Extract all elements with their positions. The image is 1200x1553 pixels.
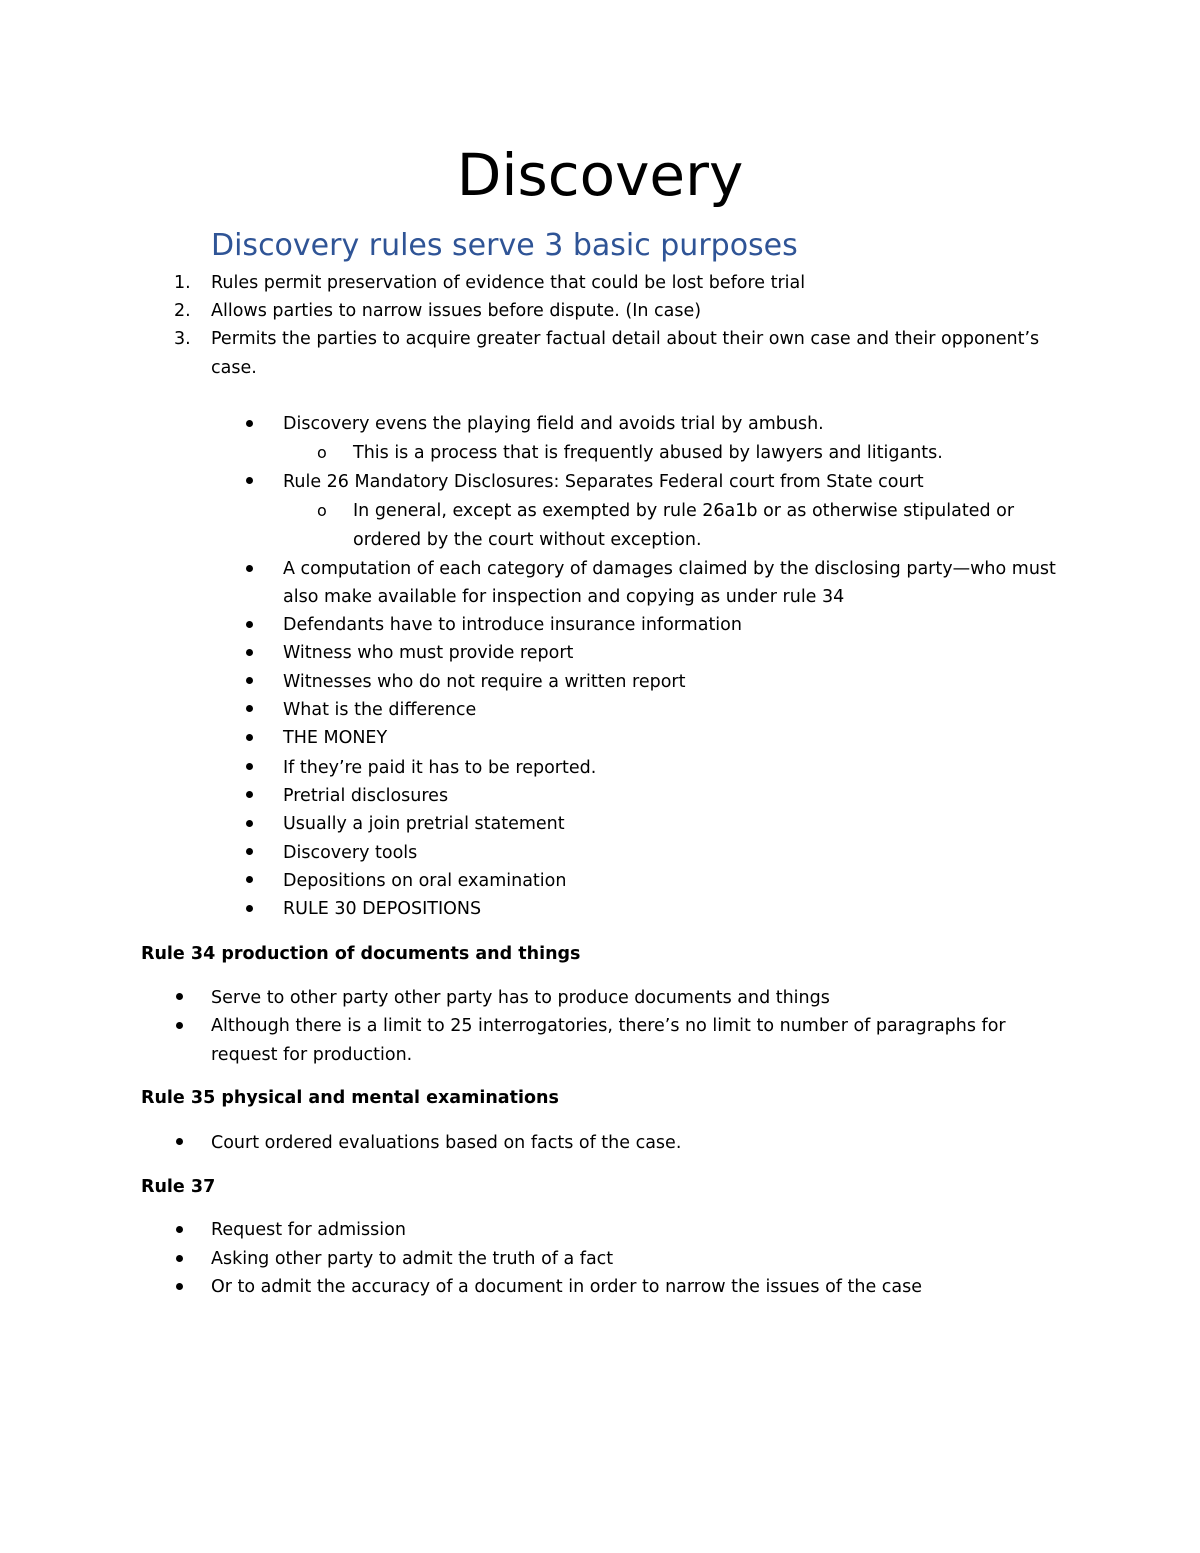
section-heading: Rule 37: [141, 1177, 216, 1197]
list-item: Witness who must provide report: [283, 643, 574, 663]
document-subtitle: Discovery rules serve 3 basic purposes: [211, 228, 798, 263]
list-item: Pretrial disclosures: [283, 786, 449, 806]
list-item: This is a process that is frequently abused by lawyers and litigants.: [353, 443, 943, 463]
bullet-icon: [246, 791, 253, 798]
list-item: If they’re paid it has to be reported.: [283, 758, 597, 778]
bullet-icon: [246, 734, 253, 741]
bullet-icon: [176, 1138, 183, 1145]
bullet-icon: [246, 565, 253, 572]
bullet-icon: [246, 820, 253, 827]
list-item: What is the difference: [283, 700, 477, 720]
list-item-continuation: case.: [211, 358, 257, 378]
circle-bullet-icon: o: [317, 443, 327, 462]
list-item: A computation of each category of damages claimed by the disclosing party—who must: [283, 559, 1056, 579]
list-item: Although there is a limit to 25 interrogatories, there’s no limit to number of paragraphs for: [211, 1016, 1006, 1036]
bullet-icon: [246, 621, 253, 628]
list-item-continuation: ordered by the court without exception.: [353, 530, 702, 550]
bullet-icon: [246, 763, 253, 770]
list-item: Asking other party to admit the truth of a fact: [211, 1249, 614, 1269]
list-item: Request for admission: [211, 1220, 406, 1240]
bullet-icon: [246, 848, 253, 855]
bullet-icon: [246, 905, 253, 912]
list-item: Discovery tools: [283, 843, 418, 863]
list-item: THE MONEY: [283, 728, 388, 748]
bullet-icon: [176, 1255, 183, 1262]
circle-bullet-icon: o: [317, 501, 327, 520]
list-item: Serve to other party other party has to produce documents and things: [211, 988, 830, 1008]
list-item: Allows parties to narrow issues before dispute. (In case): [211, 301, 702, 321]
list-item: Court ordered evaluations based on facts of the case.: [211, 1133, 682, 1153]
bullet-icon: [246, 876, 253, 883]
list-item: Rules permit preservation of evidence that could be lost before trial: [211, 273, 806, 293]
list-item: RULE 30 DEPOSITIONS: [283, 899, 482, 919]
list-item-continuation: request for production.: [211, 1045, 413, 1065]
bullet-icon: [246, 477, 253, 484]
bullet-icon: [246, 420, 253, 427]
list-number: 1.: [174, 273, 191, 293]
bullet-icon: [246, 677, 253, 684]
list-item: Depositions on oral examination: [283, 871, 567, 891]
section-heading: Rule 34 production of documents and things: [141, 944, 581, 964]
bullet-icon: [176, 1226, 183, 1233]
list-item: Or to admit the accuracy of a document in order to narrow the issues of the case: [211, 1277, 923, 1297]
bullet-icon: [176, 1022, 183, 1029]
list-item: Rule 26 Mandatory Disclosures: Separates Federal court from State court: [283, 472, 924, 492]
bullet-icon: [176, 993, 183, 1000]
list-number: 2.: [174, 301, 191, 321]
document-title: Discovery: [456, 141, 744, 209]
bullet-icon: [176, 1283, 183, 1290]
list-number: 3.: [174, 329, 191, 349]
bullet-icon: [246, 649, 253, 656]
list-item: Usually a join pretrial statement: [283, 814, 565, 834]
list-item-continuation: also make available for inspection and copying as under rule 34: [283, 587, 845, 607]
list-item: In general, except as exempted by rule 26a1b or as otherwise stipulated or: [353, 501, 1015, 521]
list-item: Permits the parties to acquire greater factual detail about their own case and their opponent’s: [211, 329, 1040, 349]
list-item: Defendants have to introduce insurance information: [283, 615, 742, 635]
section-heading: Rule 35 physical and mental examinations: [141, 1088, 559, 1108]
bullet-icon: [246, 705, 253, 712]
list-item: Discovery evens the playing field and avoids trial by ambush.: [283, 414, 824, 434]
list-item: Witnesses who do not require a written report: [283, 672, 686, 692]
